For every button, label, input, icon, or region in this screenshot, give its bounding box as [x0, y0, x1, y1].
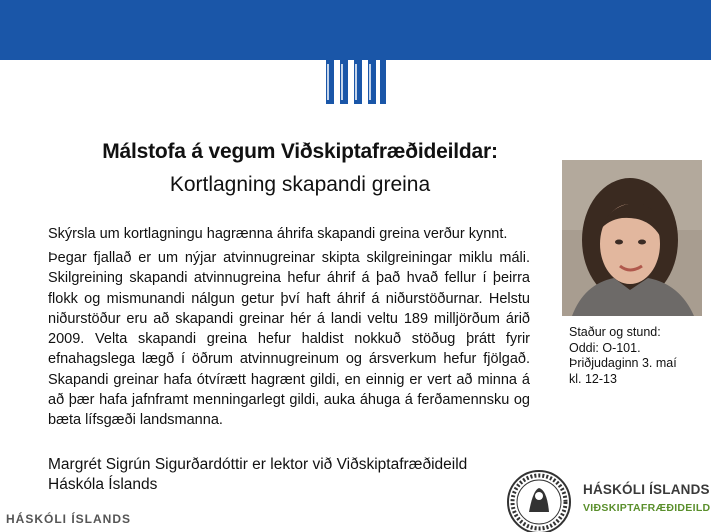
event-date: Þriðjudaginn 3. maí — [569, 356, 677, 370]
footer-department-text: VIÐSKIPTAFRÆÐIDEILD — [583, 502, 711, 514]
event-time: kl. 12-13 — [569, 371, 617, 386]
seminar-title: Málstofa á vegum Viðskiptafræðideildar: — [102, 140, 498, 163]
seminar-subtitle: Kortlagning skapandi greina — [169, 173, 431, 196]
speaker-photo — [562, 160, 702, 316]
event-label: Staður og stund: — [569, 325, 661, 339]
speaker-line-2: Háskóla Íslands — [48, 476, 158, 493]
speaker-line-1: Margrét Sigrún Sigurðardóttir er lektor við Viðskiptafræðideild — [48, 456, 468, 473]
event-details — [569, 325, 677, 387]
intro-text: Skýrsla um kortlagningu hagrænna áhrifa skapandi greina verður kynnt. — [48, 226, 508, 242]
abstract-paragraph: Þegar fjallað er um nýjar atvinnugreinar skipta skilgreiningar miklu máli. Skilgreining skapandi atvinnugreina hefur áhrif á það hvað fellur í þeirra flokk og mismunandi nálgun getur því haft áhrif á niðurstöðurnar. Helstu niðurstöður eru að skapandi greinar hér á landi veltu 189 milljörðum árið 2009. Velta skapandi greina hefur haldist nokkuð stöðug þrátt fyrir efnahagslega lægð í öðrum atvinnugreinum og ársverkum hefur fjölgað. Skapandi greinar hafa ótvírætt hagrænt gildi, en einnig er vert að minna á að þær hafa jafnframt menningarlegt gildi, auka áhuga á ferðamennsku og bæta lífsgæði landsmanna. — [48, 250, 530, 429]
footer-university-logo-text: HÁSKÓLI ÍSLANDS — [583, 482, 710, 497]
university-logo-icon — [318, 44, 390, 108]
event-location: Oddi: O-101. — [569, 340, 641, 355]
footer-university-name: HÁSKÓLI ÍSLANDS — [6, 512, 132, 526]
speaker-portrait-image — [562, 160, 702, 316]
university-seal-icon — [505, 468, 573, 532]
speaker-info — [48, 455, 568, 495]
